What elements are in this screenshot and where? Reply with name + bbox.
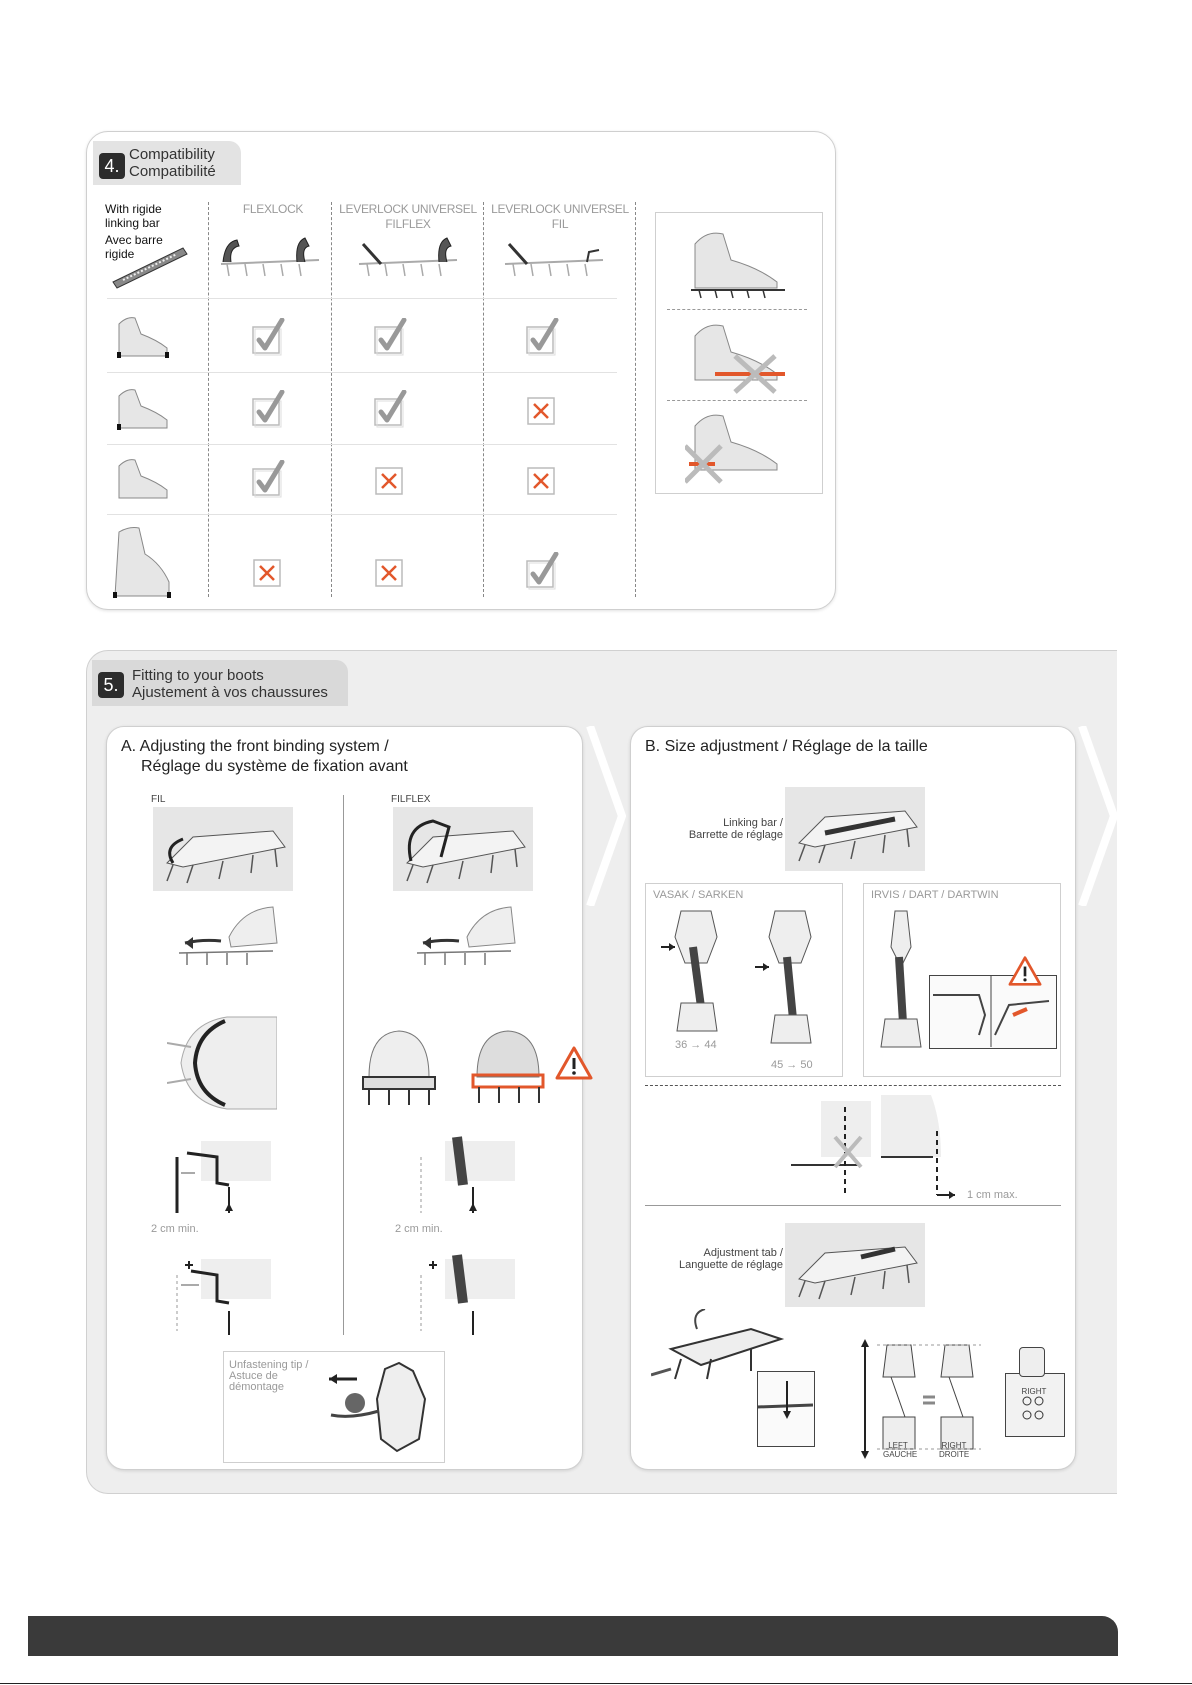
bar-label-1: With rigide — [105, 202, 162, 216]
linking-bar-drawing — [785, 787, 925, 871]
section-5-title-fr: Ajustement à vos chaussures — [132, 684, 328, 701]
row-divider-2 — [107, 372, 617, 373]
unfastening-tip-illustration — [321, 1359, 439, 1457]
legend-overhang-icon — [685, 316, 795, 396]
column-header-filflex: FILFLEX — [385, 217, 431, 231]
ski-boot-icon — [105, 524, 177, 602]
step-arrow-2 — [1078, 726, 1118, 906]
cross-icon — [524, 390, 562, 428]
filflex-min-distance-label: 2 cm min. — [395, 1223, 443, 1235]
cross-icon — [372, 460, 410, 498]
boot-with-both-welts-icon — [111, 312, 175, 362]
check-icon — [372, 318, 410, 356]
warning-icon — [554, 1045, 594, 1081]
size-range-small: 36 → 44 — [675, 1039, 717, 1051]
row-divider-4 — [107, 514, 617, 515]
column-header-leverlock-filflex: LEVERLOCK UNIVERSEL — [339, 202, 477, 216]
left-label-fr: GAUCHE — [883, 1450, 918, 1459]
section-4-number: 4. — [99, 153, 125, 179]
step-arrow-1 — [586, 726, 626, 906]
column-divider-2 — [331, 202, 332, 597]
fil-min-distance-label: 2 cm min. — [151, 1223, 199, 1235]
vasak-large-size-drawing — [755, 907, 825, 1057]
check-icon — [250, 318, 288, 356]
unfastening-tip-line-2: Astuce de — [229, 1370, 278, 1382]
section-4-title-fr: Compatibilité — [129, 163, 216, 180]
fil-crampon-drawing — [153, 807, 293, 891]
right-label-fr: DROITE — [939, 1450, 970, 1459]
leverlock-filflex-illustration — [353, 234, 463, 284]
fil-2cm-min-step — [173, 1133, 273, 1223]
boot-with-heel-welt-icon — [111, 384, 175, 434]
bar-label-2: linking bar — [105, 216, 160, 230]
adjustment-tab-label-2: Languette de réglage — [679, 1259, 783, 1271]
left-label-en: LEFT — [888, 1441, 908, 1450]
panel-a-title-1: A. Adjusting the front binding system / — [121, 738, 389, 755]
boot-without-welts-icon — [111, 454, 175, 504]
column-divider-1 — [208, 202, 209, 597]
bar-label-4: rigide — [105, 247, 135, 261]
right-label-en: RIGHT — [941, 1441, 967, 1450]
check-icon — [372, 390, 410, 428]
unfastening-tip-line-1: Unfastening tip / — [229, 1359, 309, 1371]
unfastening-tip-line-3: démontage — [229, 1381, 285, 1393]
fil-insert-boot-step — [173, 903, 283, 975]
linking-bar-label-1: Linking bar / — [723, 817, 783, 829]
cross-icon — [524, 460, 562, 498]
bar-label-3: Avec barre — [105, 233, 163, 247]
section-5-title-en: Fitting to your boots — [132, 667, 264, 684]
panel-a-divider — [343, 795, 344, 1335]
correct-overhang-drawing — [881, 1091, 981, 1201]
irvis-warning-icon — [1007, 955, 1043, 987]
right-sticker-icon — [1021, 1395, 1047, 1425]
check-icon — [524, 318, 562, 356]
filflex-incorrect-view-step — [463, 1017, 553, 1113]
size-range-large: 45 → 50 — [771, 1059, 813, 1071]
right-sticker-label: RIGHT — [1021, 1387, 1047, 1396]
fil-column-label: FIL — [151, 794, 166, 805]
panel-b-divider-2 — [645, 1205, 1061, 1206]
check-icon — [250, 460, 288, 498]
incorrect-overhang-drawing — [791, 1097, 871, 1197]
filflex-adjust-plus-step — [417, 1251, 517, 1341]
legend-heel-overhang-icon — [685, 406, 795, 486]
max-overhang-label: 1 cm max. — [967, 1189, 1018, 1201]
filflex-insert-boot-step — [411, 903, 521, 975]
filflex-front-view-step — [349, 1017, 449, 1113]
cross-icon — [250, 552, 288, 590]
linking-bar-illustration — [109, 230, 189, 290]
legend-divider-1 — [667, 309, 807, 310]
bottom-rule — [0, 1683, 1192, 1684]
check-icon — [524, 552, 562, 590]
panel-b-divider-1 — [645, 1085, 1061, 1086]
flexlock-illustration — [215, 234, 325, 284]
fil-adjust-plus-step — [173, 1251, 273, 1341]
column-divider-3 — [483, 202, 484, 597]
legend-correct-fit-icon — [685, 224, 795, 304]
leverlock-fil-illustration — [499, 234, 609, 284]
adjustment-tab-drawing — [785, 1223, 925, 1307]
filflex-column-label: FILFLEX — [391, 794, 431, 805]
cross-icon — [372, 552, 410, 590]
section-4-title-en: Compatibility — [129, 146, 215, 163]
panel-a-title-2: Réglage du système de fixation avant — [141, 758, 408, 775]
row-divider-3 — [107, 444, 617, 445]
column-divider-4 — [635, 202, 636, 597]
section-5-number: 5. — [98, 672, 124, 698]
panel-b-size-adjustment — [630, 726, 1076, 1470]
adjustment-tab-label-1: Adjustment tab / — [703, 1247, 783, 1259]
column-header-fil: FIL — [551, 217, 569, 231]
irvis-dart-label: IRVIS / DART / DARTWIN — [871, 889, 999, 901]
linking-bar-label-2: Barrette de réglage — [688, 829, 783, 841]
filflex-2cm-min-step — [417, 1133, 517, 1223]
filflex-crampon-drawing — [393, 807, 533, 891]
fil-top-view-step — [167, 1013, 277, 1113]
compatibility-panel — [86, 131, 836, 610]
adjustment-tab-detail-drawing — [757, 1371, 813, 1445]
panel-b-title: B. Size adjustment / Réglage de la taille — [645, 738, 928, 755]
vasak-sarken-label: VASAK / SARKEN — [653, 889, 744, 901]
check-icon — [250, 390, 288, 428]
irvis-crampon-drawing — [871, 907, 931, 1057]
panel-a-front-binding — [106, 726, 583, 1470]
row-divider-1 — [107, 298, 617, 299]
legend-divider-2 — [667, 400, 807, 401]
vasak-small-size-drawing — [661, 907, 731, 1047]
footer-bar — [28, 1616, 1118, 1656]
column-header-flexlock: FLEXLOCK — [242, 202, 304, 216]
column-header-leverlock-fil: LEVERLOCK UNIVERSEL — [491, 202, 629, 216]
right-sticker-tag — [1019, 1347, 1045, 1377]
